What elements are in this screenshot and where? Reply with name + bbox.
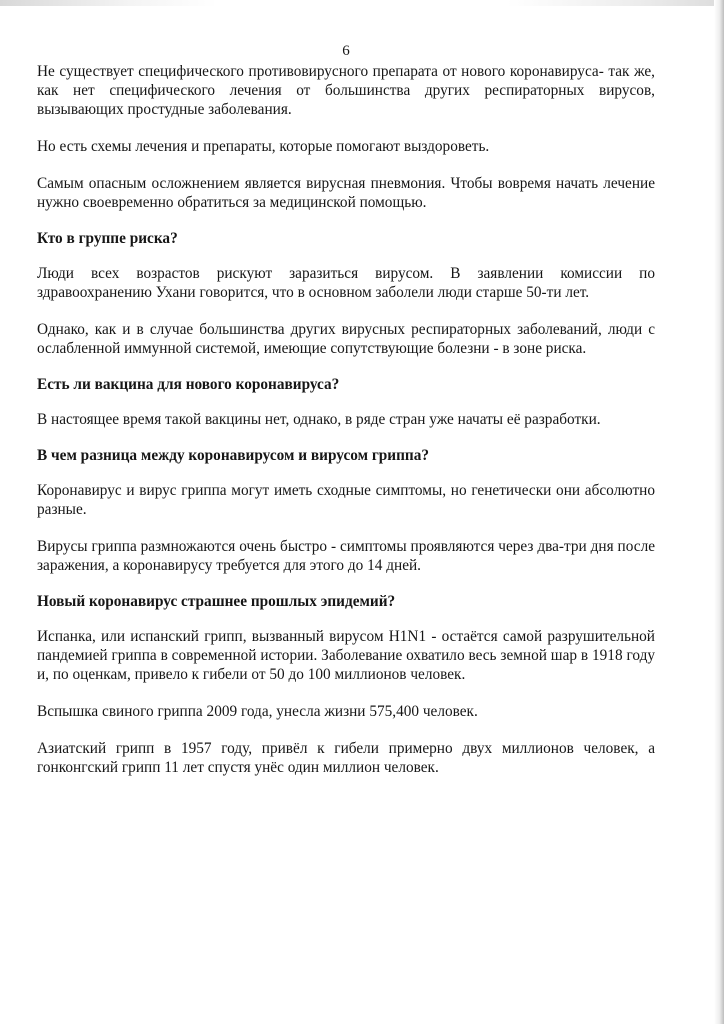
paragraph-asian-flu: Азиатский грипп в 1957 году, привёл к гибели примерно двух миллионов человек, а гонконгский грипп 11 лет спустя унёс один миллион человек. bbox=[37, 740, 655, 776]
paragraph-no-specific-drug: Не существует специфического противовирусного препарата от нового коронавируса- так же, как нет специфического лечения от большинства других респираторных вирусов, вызывающих простудные заболевания. bbox=[37, 63, 655, 118]
heading-vaccine: Есть ли вакцина для нового коронавируса? bbox=[37, 376, 340, 393]
paragraph-treatment-schemes: Но есть схемы лечения и препараты, которые помогают выздороветь. bbox=[37, 138, 490, 155]
scan-edge-top bbox=[0, 0, 724, 6]
paragraph-no-vaccine: В настоящее время такой вакцины нет, однако, в ряде стран уже начаты её разработки. bbox=[37, 411, 601, 428]
document-body bbox=[37, 62, 655, 777]
heading-flu-difference: В чем разница между коронавирусом и вирусом гриппа? bbox=[37, 447, 430, 464]
paragraph-viral-pneumonia: Самым опасным осложнением является вирусная пневмония. Чтобы вовремя начать лечение нужно своевременно обратиться за медицинской помощью. bbox=[37, 175, 655, 211]
page-number: 6 bbox=[342, 43, 350, 59]
paragraph-weak-immunity: Однако, как и в случае большинства других вирусных респираторных заболеваний, люди с ослабленной иммунной системой, имеющие сопутствующие болезни - в зоне риска. bbox=[37, 321, 655, 357]
paragraph-flu-incubation: Вирусы гриппа размножаются очень быстро - симптомы проявляются через два-три дня после заражения, а коронавирусу требуется для этого до 14 дней. bbox=[37, 538, 655, 574]
paragraph-swine-flu: Вспышка свиного гриппа 2009 года, унесла жизни 575,400 человек. bbox=[37, 703, 478, 720]
scan-edge-right bbox=[714, 0, 724, 1024]
paragraph-spanish-flu: Испанка, или испанский грипп, вызванный вирусом H1N1 - остаётся самой разрушительной пандемией гриппа в современной истории. Заболевание охватило весь земной шар в 1918 году и, по оценкам, привело к гибели от 50 до 100 миллионов человек. bbox=[37, 628, 655, 683]
heading-risk-group: Кто в группе риска? bbox=[37, 230, 178, 247]
heading-past-epidemics: Новый коронавирус страшнее прошлых эпидемий? bbox=[37, 593, 396, 610]
paragraph-similar-symptoms: Коронавирус и вирус гриппа могут иметь сходные симптомы, но генетически они абсолютно разные. bbox=[37, 482, 655, 518]
paragraph-all-ages: Люди всех возрастов рискуют заразиться вирусом. В заявлении комиссии по здравоохранению Ухани говорится, что в основном заболели люди старше 50-ти лет. bbox=[37, 265, 655, 301]
